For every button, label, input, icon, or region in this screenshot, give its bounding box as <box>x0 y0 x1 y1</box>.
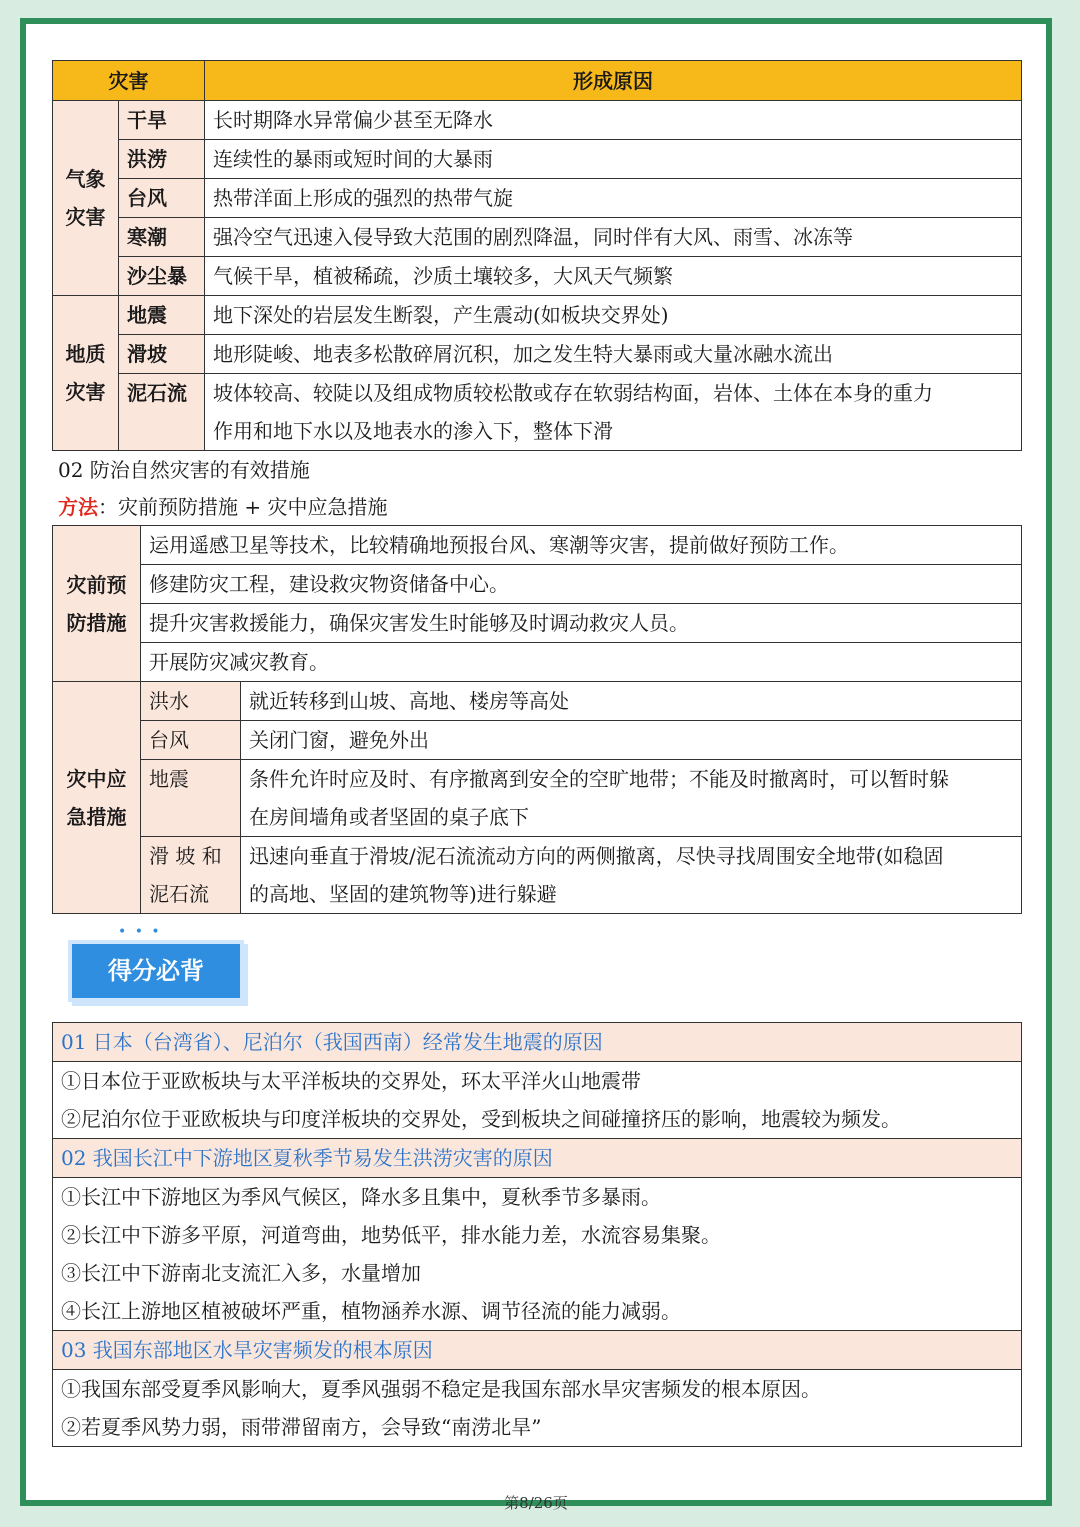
key-item-row <box>53 1370 1022 1447</box>
key-item: ①日本位于亚欧板块与太平洋板块的交界处，环太平洋火山地震带 <box>61 1069 641 1093</box>
disaster-name: 泥石流 <box>119 374 205 451</box>
table-row <box>53 643 1022 682</box>
pre-measure-item: 开展防灾减灾教育。 <box>141 643 1022 682</box>
key-item: ④长江上游地区植被破坏严重，植物涵养水源、调节径流的能力减弱。 <box>61 1299 681 1323</box>
table-row <box>53 682 1022 721</box>
key-item-row <box>53 1178 1022 1331</box>
table-row <box>53 760 1022 837</box>
section-02-title: 02 防治自然灾害的有效措施 <box>58 458 310 482</box>
table-row <box>53 374 1022 451</box>
measure-text: 就近转移到山坡、高地、楼房等高处 <box>241 682 1022 721</box>
key-items <box>53 1178 1022 1331</box>
disaster-causes-table <box>52 60 1022 451</box>
disaster-name: 滑坡 <box>119 335 205 374</box>
measure-line: 条件允许时应及时、有序撤离到安全的空旷地带；不能及时撤离时，可以暂时躲 <box>249 767 949 791</box>
disaster-cause <box>205 374 1022 451</box>
disaster-cause: 长时期降水异常偏少甚至无降水 <box>205 101 1022 140</box>
key-item: ①长江中下游地区为季风气候区，降水多且集中，夏秋季节多暴雨。 <box>61 1185 661 1209</box>
key-item: ②若夏季风势力弱，雨带滞留南方，会导致“南涝北旱” <box>61 1415 542 1439</box>
table-row <box>53 257 1022 296</box>
table-row <box>53 140 1022 179</box>
table-row <box>53 565 1022 604</box>
disaster-cause: 连续性的暴雨或短时间的大暴雨 <box>205 140 1022 179</box>
disaster-name: 洪涝 <box>119 140 205 179</box>
cause-line: 坡体较高、较陡以及组成物质较松散或存在软弱结构面，岩体、土体在本身的重力 <box>213 381 933 405</box>
page-frame <box>20 18 1052 1512</box>
table-header-row <box>53 61 1022 101</box>
pre-measure-item: 运用遥感卫星等技术，比较精确地预报台风、寒潮等灾害，提前做好预防工作。 <box>141 526 1022 565</box>
table-row <box>53 604 1022 643</box>
table-row <box>53 296 1022 335</box>
measure-text <box>241 760 1022 837</box>
must-memorize-badge: 得分必背 <box>68 940 244 1002</box>
disaster-cause: 强冷空气迅速入侵导致大范围的剧烈降温，同时伴有大风、雨雪、冰冻等 <box>205 218 1022 257</box>
key-item-row <box>53 1062 1022 1139</box>
measure-name: 洪水 <box>141 682 241 721</box>
table-row <box>53 721 1022 760</box>
category-line: 灾中应 <box>66 766 127 791</box>
measure-name-line: 泥石流 <box>149 882 209 906</box>
measure-name: 台风 <box>141 721 241 760</box>
disaster-name: 地震 <box>119 296 205 335</box>
category-line: 灾害 <box>65 205 106 229</box>
table-row <box>53 179 1022 218</box>
disaster-cause: 地下深处的岩层发生断裂，产生震动(如板块交界处) <box>205 296 1022 335</box>
key-heading: 02 我国长江中下游地区夏秋季节易发生洪涝灾害的原因 <box>53 1139 1022 1178</box>
header-cause: 形成原因 <box>205 61 1022 101</box>
key-heading: 01 日本（台湾省）、尼泊尔（我国西南）经常发生地震的原因 <box>53 1023 1022 1062</box>
table-row <box>53 837 1022 914</box>
disaster-cause: 热带洋面上形成的强烈的热带气旋 <box>205 179 1022 218</box>
table-row <box>53 526 1022 565</box>
key-heading-row <box>53 1139 1022 1178</box>
disaster-name: 寒潮 <box>119 218 205 257</box>
disaster-name: 干旱 <box>119 101 205 140</box>
key-item: ①我国东部受夏季风影响大，夏季风强弱不稳定是我国东部水旱灾害频发的根本原因。 <box>61 1377 821 1401</box>
category-cell <box>53 682 141 914</box>
category-line: 急措施 <box>66 804 127 829</box>
key-item: ②长江中下游多平原，河道弯曲，地势低平，排水能力差，水流容易集聚。 <box>61 1223 721 1247</box>
key-heading-row <box>53 1331 1022 1370</box>
category-line: 防措施 <box>66 610 127 635</box>
category-cell <box>53 296 119 451</box>
category-cell <box>53 101 119 296</box>
disaster-cause: 地形陡峻、地表多松散碎屑沉积，加之发生特大暴雨或大量冰融水流出 <box>205 335 1022 374</box>
disaster-cause: 气候干旱，植被稀疏，沙质土壤较多，大风天气频繁 <box>205 257 1022 296</box>
pre-measure-item: 修建防灾工程，建设救灾物资储备中心。 <box>141 565 1022 604</box>
category-line: 气象 <box>65 167 106 191</box>
page-content <box>52 60 1022 1447</box>
measures-table <box>52 525 1022 914</box>
category-line: 灾害 <box>65 380 106 404</box>
measure-line: 在房间墙角或者坚固的桌子底下 <box>249 805 529 829</box>
cause-line: 作用和地下水以及地表水的渗入下，整体下滑 <box>213 419 613 443</box>
disaster-name: 台风 <box>119 179 205 218</box>
header-disaster: 灾害 <box>53 61 205 101</box>
key-item: ②尼泊尔位于亚欧板块与印度洋板块的交界处，受到板块之间碰撞挤压的影响，地震较为频发。 <box>61 1107 901 1131</box>
method-line <box>52 489 1022 525</box>
badge-dots: • • • <box>118 924 162 940</box>
method-text: ：灾前预防措施 + 灾中应急措施 <box>98 495 388 519</box>
measure-line: 迅速向垂直于滑坡/泥石流流动方向的两侧撤离，尽快寻找周围安全地带(如稳固 <box>249 844 944 868</box>
category-cell <box>53 526 141 682</box>
disaster-name: 沙尘暴 <box>119 257 205 296</box>
measure-line: 的高地、坚固的建筑物等)进行躲避 <box>249 882 557 906</box>
method-label: 方法 <box>58 495 98 519</box>
table-row <box>53 101 1022 140</box>
measure-text: 关闭门窗，避免外出 <box>241 721 1022 760</box>
pre-measure-item: 提升灾害救援能力，确保灾害发生时能够及时调动救灾人员。 <box>141 604 1022 643</box>
badge-section <box>52 914 1022 1022</box>
key-items <box>53 1370 1022 1447</box>
table-row <box>53 335 1022 374</box>
measure-name: 地震 <box>141 760 241 837</box>
key-item: ③长江中下游南北支流汇入多，水量增加 <box>61 1261 421 1285</box>
table-row <box>53 218 1022 257</box>
measure-name-line: 滑 坡 和 <box>149 844 222 868</box>
category-line: 地质 <box>65 342 106 366</box>
page-number: 第8/26页 <box>504 1494 568 1512</box>
category-line: 灾前预 <box>66 572 127 597</box>
key-points-table <box>52 1022 1022 1447</box>
measure-name <box>141 837 241 914</box>
key-items <box>53 1062 1022 1139</box>
key-heading: 03 我国东部地区水旱灾害频发的根本原因 <box>53 1331 1022 1370</box>
measure-text <box>241 837 1022 914</box>
key-heading-row <box>53 1023 1022 1062</box>
